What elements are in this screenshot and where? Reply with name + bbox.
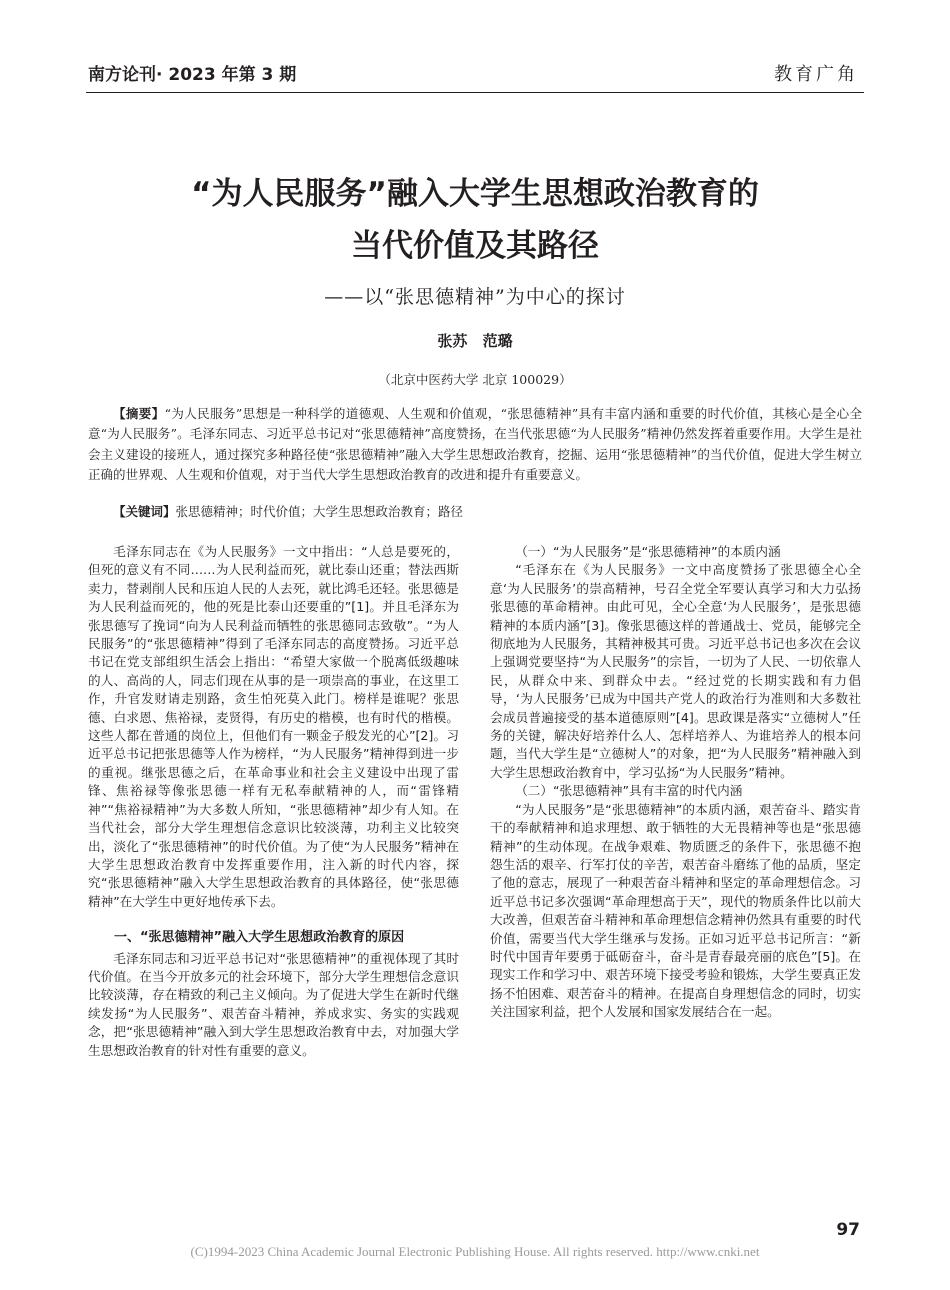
header-rule — [86, 92, 864, 93]
right-paragraph-2: “为人民服务”是“张思德精神”的本质内涵，艰苦奋斗、踏实肯干的奉献精神和追求理想、敢于牺牲的大无畏精神等也是“张思德精神”的生动体现。在战争艰难、物质匮乏的条件下，张思德不抱怨生活的艰辛、行军打仗的辛苦，艰苦奋斗磨练了他的品质，坚定了他的意志，展现了一种艰苦奋斗精神和坚定的革命理想信念。习近平总书记多次强调“革命理想高于天”，现代的物质条件比以前大大改善，但艰苦奋斗精神和革命理想信念精神仍然具有重要的时代价值，需要当代大学生继承与发扬。正如习近平总书记所言：“新时代中国青年要勇于砥砺奋斗，奋斗是青春最亮丽的底色”[5]。在现实工作和学习中、艰苦环境下接受考验和锻炼，大学生要真正发扬不怕困难、艰苦奋斗的精神。在提高自身理想信念的同时，切实关注国家利益，把个人发展和国家发展结合在一起。 — [490, 801, 861, 1020]
affiliation: （北京中医药大学 北京 100029） — [378, 372, 572, 387]
left-paragraph-2: 毛泽东同志和习近平总书记对“张思德精神”的重视体现了其时代价值。在当今开放多元的社会环境下，部分大学生理想信念意识比较淡薄，存在精致的利己主义倾向。为了促进大学生在新时代继续发扬“为人民服务”、艰苦奋斗精神，养成求实、务实的实践观念，把“张思德精神”融入到大学生思想政治教育中去，对加强大学生思想政治教育的针对性有重要的意义。 — [88, 950, 459, 1058]
journal-header: 南方论刊· 2023 年第 3 期 — [88, 65, 297, 85]
subsection-heading-1: （一）“为人民服务”是“张思德精神”的本质内涵 — [515, 544, 781, 559]
keywords — [88, 503, 862, 521]
right-column — [490, 543, 861, 1022]
section-heading-1: 一、“张思德精神”融入大学生思想政治教育的原因 — [114, 930, 405, 946]
right-paragraph-1: “毛泽东在《为人民服务》一文中高度赞扬了张思德全心全意‘为人民服务’的崇高精神，号召全党全军要认真学习和大力弘扬张思德的革命精神。由此可见，全心全意‘为人民服务’，是张思德精神的本质内涵”[3]。像张思德这样的普通战士、党员，能够完全彻底地为人民服务，其精神极其可贵。习近平总书记也多次在会议上强调党要坚持“为人民服务”的宗旨，一切为了人民、一切依靠人民，从群众中来、到群众中去。“经过党的长期实践和有力倡导，‘为人民服务’已成为中国共产党人的政治行为准则和大多数社会成员普遍接受的基本道德原则”[4]。思政课是落实“立德树人”任务的关键，解决好培养什么人、怎样培养人、为谁培养人的根本问题，当代大学生是“立德树人”的对象，把“为人民服务”精神融入到大学生思想政治教育中，学习弘扬“为人民服务”精神。 — [490, 562, 861, 780]
abstract — [88, 404, 862, 485]
left-paragraph-1: 毛泽东同志在《为人民服务》一文中指出：“人总是要死的，但死的意义有不同……为人民利益而死，就比泰山还重；替法西斯卖力，替剥削人民和压迫人民的人去死，就比鸿毛还轻。张思德是为人民利益而死的，他的死是比泰山还要重的”[1]。并且毛泽东为张思德写了挽词“向为人民利益而牺牲的张思德同志致敬”。“为人民服务”的“张思德精神”得到了毛泽东同志的高度赞扬。习近平总书记在党支部组织生活会上指出：“希望大家做一个脱离低级趣味的人、高尚的人，同志们现在从事的是一项崇高的事业，在这里工作，升官发财请走别路，贪生怕死莫入此门。榜样是谁呢？张思德、白求恩、焦裕禄，麦贤得，有历史的楷模，也有时代的楷模。这些人都在普通的岗位上，但他们有一颗金子般发光的心”[2]。习近平总书记把张思德等人作为榜样，“为人民服务”精神得到进一步的重视。继张思德之后，在革命事业和社会主义建设中出现了雷锋、焦裕禄等像张思德一样有无私奉献精神的人，而“雷锋精神”“焦裕禄精神”为大多数人所知，“张思德精神”却少有人知。在当代社会，部分大学生理想信念意识比较淡薄，功利主义比较突出，淡化了“张思德精神”的时代价值。为了使“为人民服务”精神在大学生思想政治教育中发挥重要作用，注入新的时代内容，探究“张思德精神”融入大学生思想政治教育的具体路径，使“张思德精神”在大学生中更好地传承下去。 — [88, 544, 459, 909]
subtitle: ——以“张思德精神”为中心的探讨 — [324, 286, 626, 308]
subsection-heading-2: （二）“张思德精神”具有丰富的时代内涵 — [515, 783, 743, 799]
abstract-label: 【摘要】 — [113, 406, 165, 421]
page-number: 97 — [836, 1220, 860, 1240]
keywords-label: 【关键词】 — [113, 504, 176, 519]
title-line-1: “为人民服务”融入大学生思想政治教育的 — [191, 176, 759, 212]
authors: 张苏 范璐 — [437, 332, 513, 350]
title-line-2: 当代价值及其路径 — [351, 228, 599, 264]
column-header: 教育广角 — [774, 64, 858, 85]
left-column — [88, 543, 459, 1060]
copyright-footer: (C)1994-2023 China Academic Journal Electronic Publishing House. All rights reserved. http://www.cnki.net — [190, 1244, 760, 1259]
keywords-text: 张思德精神；时代价值；大学生思想政治教育；路径 — [175, 504, 464, 519]
abstract-text: “为人民服务”思想是一种科学的道德观、人生观和价值观，“张思德精神”具有丰富内涵和重要的时代价值，其核心是全心全意“为人民服务”。毛泽东同志、习近平总书记对“张思德精神”高度赞扬，在当代张思德“为人民服务”精神仍然发挥着重要作用。大学生是社会主义建设的接班人，通过探究多种路径使“张思德精神”融入大学生思想政治教育，挖掘、运用“张思德精神”的当代价值，促进大学生树立正确的世界观、人生观和价值观，对于当代大学生思想政治教育的改进和提升有重要意义。 — [88, 406, 862, 482]
